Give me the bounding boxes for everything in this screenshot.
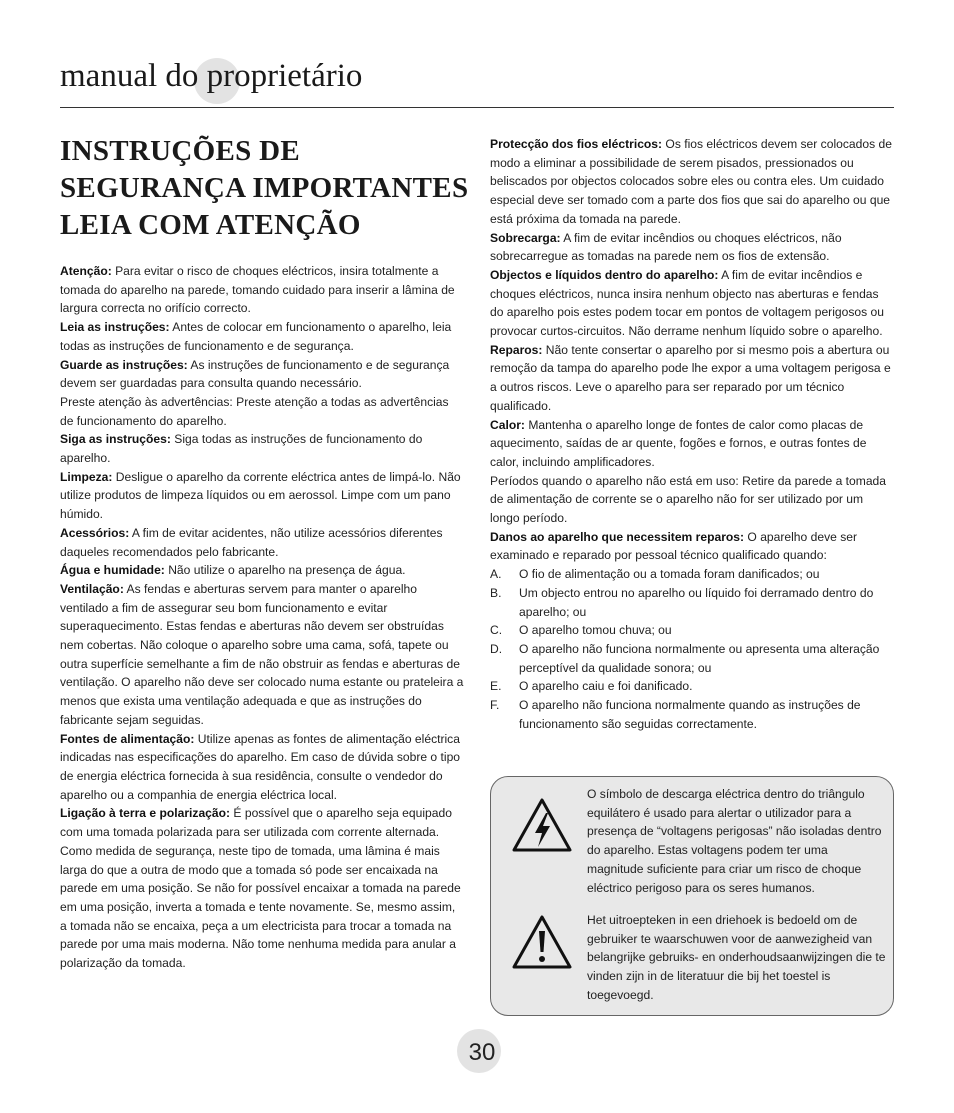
- paragraph-label: Acessórios:: [60, 525, 130, 540]
- page-title: [60, 133, 480, 244]
- paragraph-label: Objectos e líquidos dentro do aparelho:: [490, 267, 719, 282]
- paragraph-agua: [60, 561, 465, 580]
- list-item-letter: F.: [490, 698, 500, 713]
- paragraph-label: Siga as instruções:: [60, 432, 171, 447]
- list-item-text: O fio de alimentação ou a tomada foram danificados; ou: [519, 567, 820, 582]
- list-item: [490, 640, 894, 677]
- right-column: [490, 135, 894, 734]
- paragraph-label: Guarde as instruções:: [60, 357, 188, 372]
- left-column: [60, 262, 465, 973]
- list-item-text: O aparelho caiu e foi danificado.: [519, 679, 693, 694]
- list-item-letter: E.: [490, 679, 502, 694]
- paragraph-text: Não utilize o aparelho na presença de água.: [164, 563, 406, 578]
- paragraph-label: Ventilação:: [60, 581, 124, 596]
- paragraph-label: Ligação à terra e polarização:: [60, 806, 231, 821]
- paragraph-text: Utilize apenas as fontes de alimentação eléctrica indicadas nas especificações do aparelho. Em caso de dúvida sobre o tipo de energia eléctrica fornecida à sua residência, consulte o vendedor do aparelho ou a companhia de energia eléctrica local.: [60, 731, 461, 802]
- paragraph-label: Protecção dos fios eléctricos:: [490, 137, 663, 151]
- list-item: [490, 696, 894, 733]
- paragraph-text: Siga todas as instruções de funcionamento do aparelho.: [60, 432, 423, 466]
- paragraph-text: É possível que o aparelho seja equipado com uma tomada polarizada para ser utilizada com corrente alternada. Como medida de segurança, neste tipo de tomada, uma lâmina é mais larga do que a outra de modo que a tomada só pode ser encaixada na parede em uma posição. Se não for possível encaixar a tomada na parede em uma posição, inverta a tomada e tente novamente. Se, mesmo assim, a tomada não se encaixa, peça a um electricista para trocar a tomada na parede por uma mais moderna. Não tome nenhuma medida para anular a polarização da tomada.: [60, 806, 461, 971]
- paragraph-text: A fim de evitar incêndios ou choques eléctricos, não sobrecarregue as tomadas na parede nem os fios de extensão.: [490, 230, 842, 264]
- paragraph-text: Não tente consertar o aparelho por si mesmo pois a abertura ou remoção da tampa do aparelho pode lhe expor a uma voltagem perigosa e a outros riscos. Leve o aparelho para ser reparado por um técnico qualificado.: [490, 342, 891, 413]
- paragraph-text: Antes de colocar em funcionamento o aparelho, leia todas as instruções de funcionamento e de segurança.: [60, 320, 452, 353]
- paragraph-text: As instruções de funcionamento e de segurança devem ser guardadas para consulta quando necessário.: [60, 357, 450, 391]
- list-item: [490, 584, 894, 621]
- paragraph-label: Fontes de alimentação:: [60, 731, 195, 746]
- page-title-line: SEGURANÇA IMPORTANTES: [60, 172, 469, 204]
- shock-warning-text: O símbolo de descarga eléctrica dentro do triângulo equilátero é usado para alertar o utilizador para a presença de “voltagens perigosas” não isoladas dentro do aparelho. Estas voltagens podem ter uma magnitude suficiente para criar um risco de choque eléctrico perigoso para os seres humanos.: [587, 787, 882, 895]
- paragraph-text: O aparelho deve ser examinado e reparado por pessoal técnico qualificado quando:: [490, 529, 858, 563]
- paragraph-text: A fim de evitar incêndios e choques eléctricos, nunca insira nenhum objecto nas aberturas e fendas do aparelho pois estes podem tocar em pontos de voltagem perigosos ou provocar curtos-circuitos. Não derrame nenhum líquido sobre o aparelho.: [490, 267, 884, 339]
- paragraph-label: Calor:: [490, 417, 525, 432]
- list-item-letter: C.: [490, 623, 503, 638]
- paragraph-limpeza: [60, 468, 465, 524]
- paragraph-label: Reparos:: [490, 342, 543, 357]
- paragraph-label: Leia as instruções:: [60, 320, 170, 335]
- exclamation-triangle-icon: [511, 914, 573, 970]
- damage-conditions-list: [490, 565, 894, 733]
- exclamation-warning-text: Het uitroepteken in een driehoek is bedoeld om de gebruiker te waarschuwen voor de aanwezigheid van belangrijke gebruiks- en onderhoudsaanwijzingen die te vinden zijn in de literatuur die bij het toestel is toegevoegd.: [587, 913, 886, 1002]
- paragraph-label: Água e humidade:: [60, 563, 165, 578]
- paragraph-proteccao: [490, 135, 894, 229]
- header-divider: [60, 107, 894, 108]
- list-item-letter: B.: [490, 585, 502, 600]
- paragraph-text: Os fios eléctricos devem ser colocados de modo a eliminar a possibilidade de serem pisados, pressionados ou beliscados por objectos colocados sobre eles ou contra eles. Um cuidado especial deve ser tomado com a parte dos fios que sai do aparelho ou que está próxima da tomada na parede.: [490, 137, 892, 226]
- paragraph-atencao: [60, 262, 465, 318]
- lightning-triangle-icon: [511, 797, 573, 853]
- paragraph-objectos: [490, 266, 894, 341]
- list-item: [490, 565, 894, 584]
- list-item-text: Um objecto entrou no aparelho ou líquido foi derramado dentro do aparelho; ou: [519, 585, 874, 619]
- list-item-text: O aparelho não funciona normalmente quando as instruções de funcionamento são seguidas correctamente.: [519, 698, 861, 731]
- paragraph-danos: [490, 528, 894, 565]
- header-title: manual do proprietário: [60, 58, 363, 94]
- paragraph-label: Sobrecarga:: [490, 230, 561, 245]
- paragraph-ligacao: [60, 804, 465, 972]
- paragraph-guarde: [60, 356, 465, 393]
- paragraph-preste: Preste atenção às advertências: Preste atenção a todas as advertências de funcionamento do aparelho.: [60, 394, 449, 428]
- paragraph-text: A fim de evitar acidentes, não utilize acessórios diferentes daqueles recomendados pelo fabricante.: [60, 525, 443, 559]
- paragraph-ventilacao: [60, 580, 465, 730]
- paragraph-text: As fendas e aberturas servem para manter o aparelho ventilado a fim de assegurar seu bom funcionamento e evitar superaquecimento. Estas fendas e aberturas não devem ser obstruídas nem cobertas. Não coloque o aparelho sobre uma cama, sofá, tapete ou outra superfície semelhante a fim de não obstruir as fendas e aberturas de ventilação. O aparelho não deve ser colocado numa estante ou prateleira a menos que exista uma ventilação adequada e que as instruções do fabricante sejam seguidas.: [60, 581, 464, 727]
- paragraph-acessorios: [60, 524, 465, 561]
- paragraph-siga: [60, 430, 465, 467]
- paragraph-label: Limpeza:: [60, 469, 113, 484]
- paragraph-calor: [490, 416, 894, 472]
- paragraph-text: Mantenha o aparelho longe de fontes de calor como placas de aquecimento, saídas de ar quente, fogões e fornos, e outras fontes de calor, incluindo amplificadores.: [490, 417, 867, 469]
- page-number: 30: [468, 1039, 496, 1066]
- paragraph-reparos: [490, 341, 894, 416]
- list-item-text: O aparelho tomou chuva; ou: [519, 623, 672, 638]
- list-item-text: O aparelho não funciona normalmente ou apresenta uma alteração perceptível da qualidade sonora; ou: [519, 641, 880, 675]
- list-item-letter: A.: [490, 567, 502, 582]
- paragraph-text: Para evitar o risco de choques eléctricos, insira totalmente a tomada do aparelho na parede, tomando cuidado para inserir a lâmina de largura correcta no orifício correcto.: [60, 264, 455, 316]
- list-item-letter: D.: [490, 641, 503, 656]
- warning-box: [490, 776, 894, 1016]
- page-title-line: LEIA COM ATENÇÃO: [60, 209, 361, 241]
- paragraph-text: Desligue o aparelho da corrente eléctrica antes de limpá-lo. Não utilize produtos de limpeza líquidos ou em aerossol. Limpe com um pano húmido.: [60, 469, 461, 522]
- paragraph-fontes: [60, 730, 465, 805]
- paragraph-periodos: Períodos quando o aparelho não está em uso: Retire da parede a tomada de alimentação de corrente se o aparelho não for ser utilizado por um longo período.: [490, 473, 887, 526]
- page-title-line: INSTRUÇÕES DE: [60, 135, 300, 167]
- paragraph-label: Atenção:: [60, 264, 112, 278]
- paragraph-label: Danos ao aparelho que necessitem reparos:: [490, 529, 745, 544]
- paragraph-sobrecarga: [490, 229, 894, 266]
- paragraph-leia: [60, 318, 465, 355]
- list-item: [490, 677, 894, 696]
- list-item: [490, 621, 894, 640]
